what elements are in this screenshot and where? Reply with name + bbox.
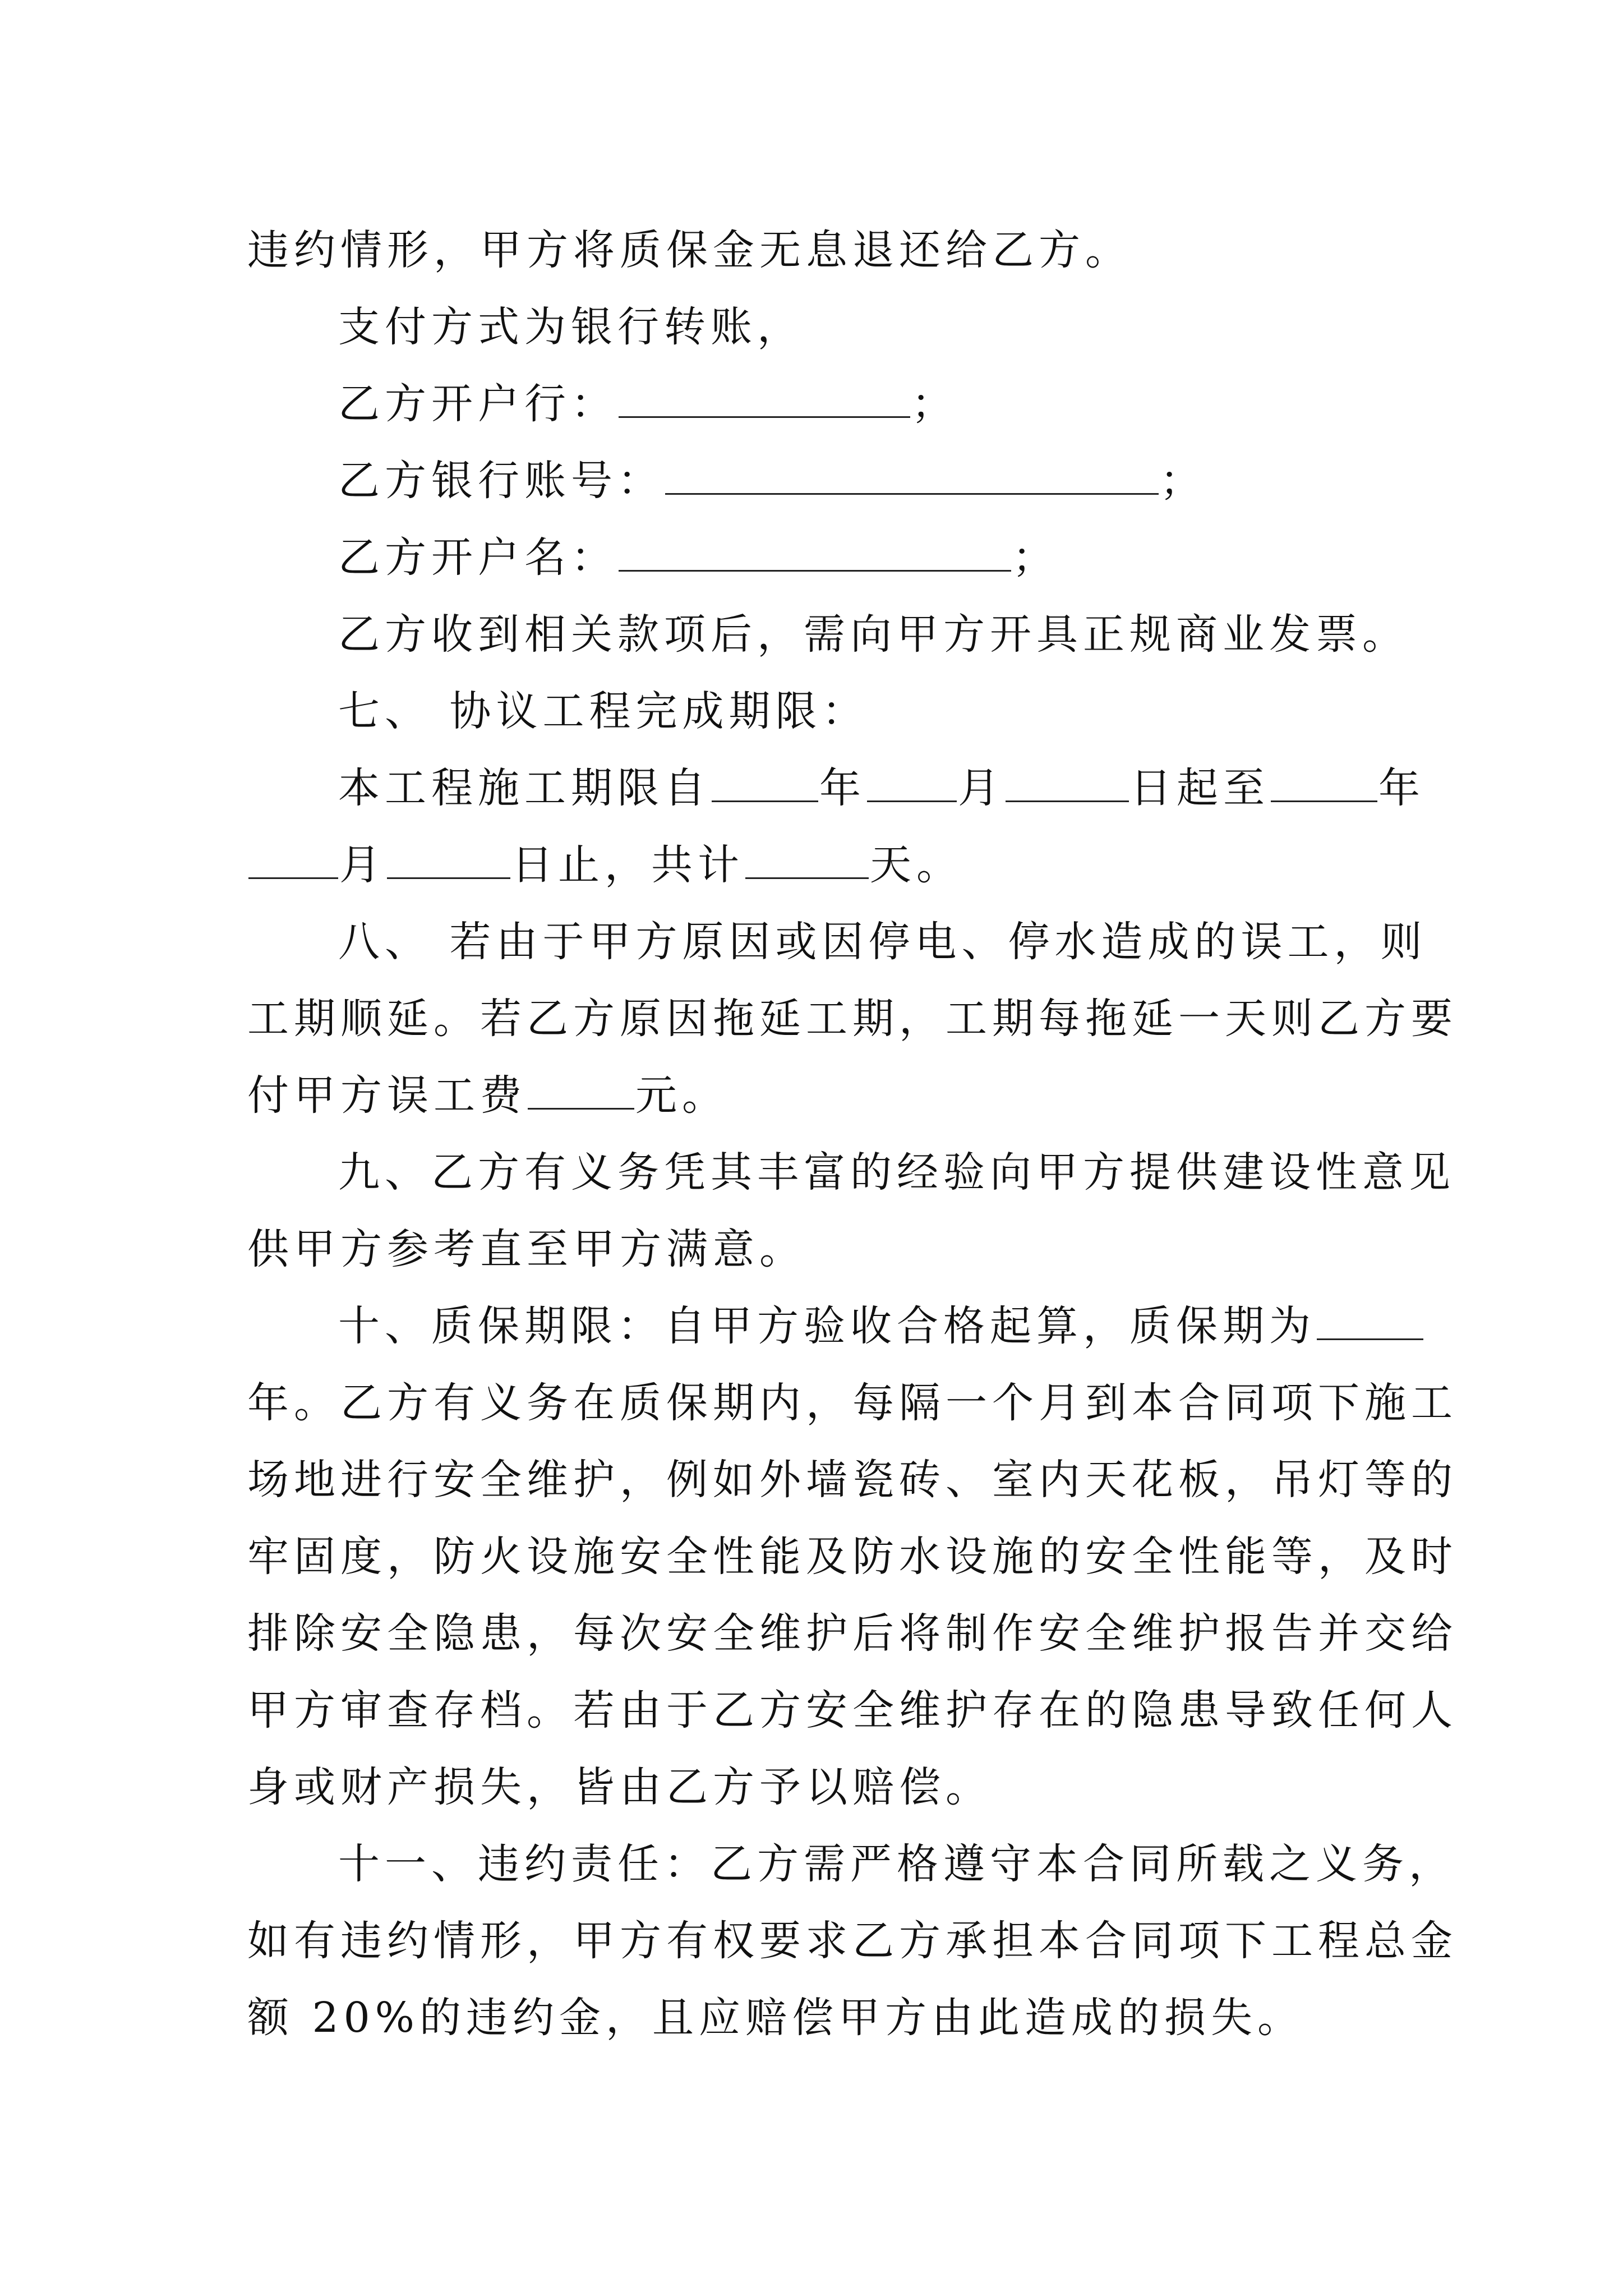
line-text: 工期顺延。若乙方原因拖延工期，工期每拖延一天则乙方要 xyxy=(247,995,1458,1043)
text-line xyxy=(247,289,1404,366)
line-text: 身或财产损失，皆由乙方予以赔偿。 xyxy=(247,1763,992,1811)
text-line xyxy=(247,1980,1404,2056)
text-line xyxy=(247,1749,1404,1826)
text-line xyxy=(247,1519,1458,1595)
text-line xyxy=(247,981,1458,1057)
line-text: 乙方开户名： xyxy=(338,533,617,582)
line-text: 七、 协议工程完成期限： xyxy=(338,687,869,735)
line-text: 日起至 xyxy=(1130,764,1270,812)
line-text: 甲方审查存档。若由于乙方安全维护存在的隐患导致任何人 xyxy=(247,1686,1458,1734)
line-text: ； xyxy=(1012,533,1059,582)
end-month-blank xyxy=(248,844,338,879)
contract-body xyxy=(247,212,1458,2056)
text-line xyxy=(247,904,1427,981)
line-text: 年 xyxy=(819,764,866,812)
line-text: 如有违约情形，甲方有权要求乙方承担本合同项下工程总金 xyxy=(247,1917,1458,1965)
text-line xyxy=(247,212,1404,289)
text-line xyxy=(247,1365,1458,1442)
line-text: 付甲方误工费 xyxy=(247,1071,527,1120)
text-line xyxy=(247,1442,1458,1519)
warranty-years-blank xyxy=(1317,1305,1423,1340)
line-text: 天。 xyxy=(870,841,963,889)
text-line xyxy=(247,1672,1458,1749)
text-line xyxy=(247,1903,1458,1980)
bank-name-line xyxy=(247,366,1404,443)
bank-name-blank xyxy=(619,383,910,418)
bank-account-blank xyxy=(665,459,1159,495)
line-text: 八、 若由于甲方原因或因停电、停水造成的误工，则 xyxy=(338,918,1427,966)
warranty-line xyxy=(247,1288,1404,1365)
line-text: 日止，共计 xyxy=(511,841,744,889)
end-day-blank xyxy=(387,844,510,879)
delay-fee-line xyxy=(247,1057,1404,1134)
end-year-blank xyxy=(1271,767,1377,802)
text-line xyxy=(247,596,1409,673)
text-line xyxy=(247,1826,1455,1903)
account-holder-line xyxy=(247,519,1404,596)
line-text: 牢固度，防火设施安全性能及防水设施的安全性能等，及时 xyxy=(247,1533,1458,1581)
line-text: 九、乙方有义务凭其丰富的经验向甲方提供建设性意见 xyxy=(338,1148,1455,1197)
start-year-blank xyxy=(712,767,818,802)
delay-fee-blank xyxy=(528,1074,634,1110)
line-text: 场地进行安全维护，例如外墙瓷砖、室内天花板，吊灯等的 xyxy=(247,1456,1458,1504)
line-text: 乙方银行账号： xyxy=(338,457,664,505)
account-holder-blank xyxy=(619,536,1011,572)
period-line xyxy=(247,827,1404,904)
text-line xyxy=(247,1595,1458,1672)
start-month-blank xyxy=(867,767,957,802)
line-text: 违约情形，甲方将质保金无息退还给乙方。 xyxy=(247,226,1132,274)
line-text: 本工程施工期限自 xyxy=(338,764,711,812)
line-text: 月 xyxy=(958,764,1004,812)
bank-account-line xyxy=(247,443,1404,519)
line-text: 元。 xyxy=(635,1071,728,1120)
line-text: ； xyxy=(1160,457,1206,505)
line-text: 年。乙方有义务在质保期内，每隔一个月到本合同项下施工 xyxy=(247,1379,1458,1427)
line-text: 乙方开户行： xyxy=(338,380,617,428)
line-text: 额 20%的违约金，且应赔偿甲方由此造成的损失。 xyxy=(247,1994,1304,2042)
text-line xyxy=(247,1134,1455,1211)
line-text: ； xyxy=(911,380,958,428)
line-text: 十、质保期限：自甲方验收合格起算，质保期为 xyxy=(338,1302,1316,1350)
line-text: 月 xyxy=(339,841,386,889)
line-text: 乙方收到相关款项后，需向甲方开具正规商业发票。 xyxy=(338,610,1409,659)
text-line xyxy=(247,1211,1404,1288)
line-text: 十一、违约责任：乙方需严格遵守本合同所载之义务， xyxy=(338,1840,1455,1888)
period-line xyxy=(247,750,1425,827)
line-text: 支付方式为银行转账， xyxy=(338,303,804,351)
line-text: 排除安全隐患，每次安全维护后将制作安全维护报告并交给 xyxy=(247,1609,1458,1658)
section-heading xyxy=(247,673,1404,750)
total-days-blank xyxy=(745,844,869,879)
line-text: 供甲方参考直至甲方满意。 xyxy=(247,1225,806,1273)
line-text: 年 xyxy=(1378,764,1425,812)
start-day-blank xyxy=(1006,767,1129,802)
